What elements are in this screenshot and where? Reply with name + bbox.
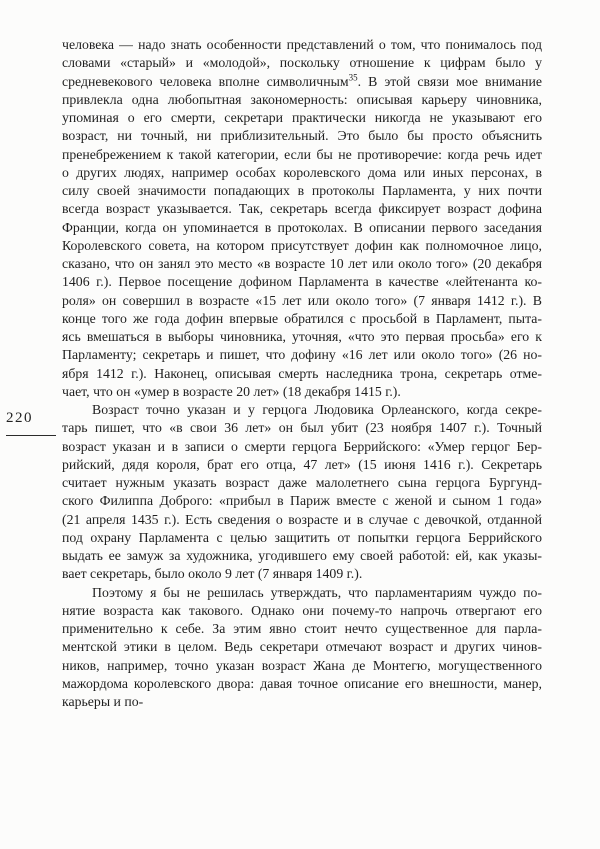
text-line: Поэтому я бы не решилась утверждать, что парламентариям чуждо по- — [92, 584, 542, 600]
text-line: сказано, что он занял это место «в возрасте 10 лет или около того» (20 декабря — [62, 256, 542, 271]
text-line: возраст указан и в записи о смерти герцога Беррийского: «Умер герцог Бер- — [62, 438, 542, 454]
text-line: силу своей значимости попадающих в протоколы Парламента, у них почти — [62, 183, 542, 198]
footnote-reference: 35 — [348, 72, 358, 82]
text-line: привлекла одна любопытная закономерность: описывая карьеру чиновника, — [62, 91, 542, 107]
text-line: средневекового человека вполне символичным$^{35}$. В этой связи мое внимание — [62, 72, 542, 89]
text-line: считает нужным указать возраст даже малолетнего сына герцога Бургунд- — [62, 475, 542, 490]
paragraph — [62, 401, 542, 584]
text-line: словами «старый» и «молодой», поскольку отношение к цифрам было у — [62, 55, 542, 71]
text-line: выдать ее замуж за художника, угодившего ему своей работой: ей, как указы- — [62, 548, 542, 563]
text-line: мажордома королевского двора: давая точное описание его внешности, манер, — [62, 675, 542, 691]
text-line: под охрану Парламента с целью защитить от попытки герцога Беррийского — [62, 529, 542, 545]
text-line: Парламенту; секретарь и пишет, что дофину «16 лет или около того» (26 но- — [62, 347, 542, 363]
text-line: всегда возраст указывается. Так, секретарь всегда фиксирует возраст дофина — [62, 201, 542, 217]
text-line: (21 апреля 1435 г.). Есть сведения о возрасте и в случае с девочкой, отданной — [62, 511, 542, 527]
text-line: ского Филиппа Доброго: «прибыл в Париж вместе с женой и сыном 1 года» — [62, 493, 542, 509]
page-number-block — [6, 409, 56, 436]
paragraph — [62, 36, 542, 401]
text-line: карьеры и по- — [62, 694, 144, 709]
text-line: упоминая о его смерти, секретари практически никогда не указывают его — [62, 110, 542, 125]
text-line: применительно к себе. За этим явно стоит нечто существенное для парла- — [62, 621, 542, 636]
text-line: возраст, ни точный, ни приблизительный. Это было бы просто объяснить — [62, 128, 542, 144]
text-line: Возраст точно указан и у герцога Людовика Орлеанского, когда секре- — [92, 402, 542, 417]
text-line: пренебрежением к такой категории, если бы не противоречие: когда речь идет — [62, 146, 542, 162]
text-line: ментской этики в целом. Ведь секретари отмечают возраст и других чинов- — [62, 639, 542, 655]
text-line: тарь пишет, что «в свои 36 лет» он был убит (23 ноября 1407 г.). Точный — [62, 420, 542, 436]
text-line: ября 1412 г.). Наконец, описывая смерть наследника трона, секретарь отме- — [62, 365, 542, 381]
text-line: Королевского совета, на котором присутствует дофин как полномочное лицо, — [62, 237, 542, 253]
page-number: 220 — [6, 410, 33, 426]
text-line: о других людях, например особах королевского дома или иных персонах, в — [62, 164, 542, 180]
text-line: ясь вмешаться в выборы чиновника, уточняя, «что это первая просьба» его к — [62, 329, 542, 344]
text-line: Франции, когда он упоминается в протоколах. В описании первого заседания — [62, 219, 542, 235]
text-line: нятие возраста как такового. Однако они почему-то напрочь отвергают его — [62, 602, 542, 618]
text-line: ников, например, точно указан возраст Жана де Монтегю, могущественного — [62, 657, 542, 673]
text-line: роля» он совершил в возрасте «15 лет или около того» (7 января 1412 г.). В — [62, 292, 542, 308]
text-line: чает, что он «умер в возрасте 20 лет» (18 декабря 1415 г.). — [62, 383, 401, 399]
text-line: рийский, дядя короля, брат его отца, 47 лет» (15 июня 1416 г.). Секретарь — [62, 456, 542, 472]
text-line: человека — надо знать особенности представлений о том, что понималось под — [62, 37, 542, 52]
text-line: вает секретарь, было около 9 лет (7 января 1409 г.). — [62, 566, 363, 582]
text-line: 1406 г.). Первое посещение дофином Парламента в качестве «лейтенанта ко- — [62, 274, 542, 290]
paragraph — [62, 584, 542, 712]
page-text-block — [62, 36, 542, 711]
text-line: конце того же года дофин впервые обратился с просьбой в Парламент, пыта- — [62, 310, 542, 326]
